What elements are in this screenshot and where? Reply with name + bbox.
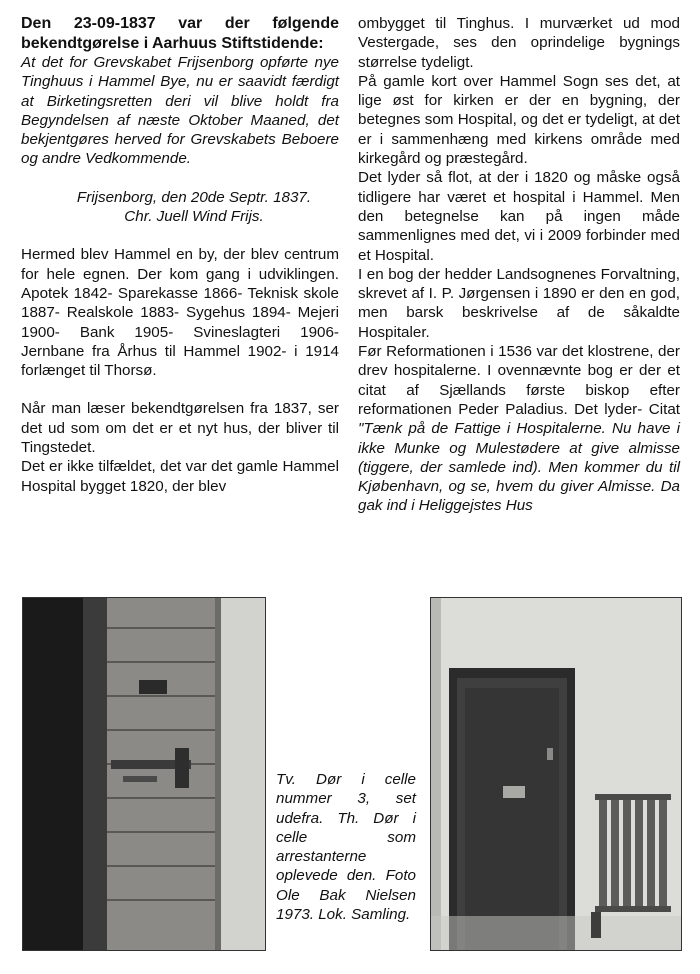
paragraph-hospital: Det er ikke tilfældet, det var det gamle Hammel Hospital bygget 1820, der blev (21, 458, 339, 495)
paragraph-rebuilt: ombygget til Tinghus. I murværket ud mod Vestergade, ses den oprindelige bygnings størrelse tydeligt. (358, 15, 680, 71)
paladius-quote: "Tænk på de Fattige i Hospitalerne. Nu have i ikke Munke og Mulestødere at give almisse (tiggere, der samlede ind). Men kommer du til Kjøbenhavn, og se, hvem du giver Almisse. Da gak ind i Heliggejstes Hus (358, 420, 680, 515)
photo-cell-door-inside (430, 597, 682, 951)
door-outside-illustration (23, 598, 265, 950)
signature-name: Chr. Juell Wind Frijs. (124, 208, 264, 226)
right-column (358, 14, 680, 516)
paragraph-reformation (358, 342, 680, 516)
announcement-quote: At det for Grevskabet Frijsenborg opførte nye Tinghuus i Hammel Bye, nu er saavidt færdigt at Birketingsretten deri vil blive holdt fra Begyndelsen af næste Oktober Maaned, det bekjentgøres herved for Grevskabets Beboere og andre Vedkommende. (21, 54, 339, 168)
paragraph-reading: Når man læser bekendtgørelsen fra 1837, ser det ud som om det er et nyt hus, der bliver til Tingstedet. (21, 400, 339, 457)
paragraph-development: Hermed blev Hammel en by, der blev centrum for hele egnen. Der kom gang i udviklingen. Apotek 1842- Sparekasse 1866- Teknisk skole 1887- Realskole 1883- Sygehus 1894- Mejeri 1900- Bank 1905- Svineslagteri 1906- Jernbane fra Århus til Hammel 1902- i 1914 forlænget til Thorsø. (21, 246, 339, 380)
signature-place: Frijsenborg, den 20de Septr. 1837. (76, 188, 312, 206)
paragraph-book: I en bog der hedder Landsognenes Forvaltning, skrevet af I. P. Jørgensen i 1890 er den en god, men barsk beskrivelse af de såkaldte Hospitaler. (358, 265, 680, 341)
left-column (21, 14, 339, 496)
paragraph-maps: På gamle kort over Hammel Sogn ses det, at lige øst for kirken er der en bygning, der betegnes som Hospital, og det er tydeligt, at det er i sammenhæng med kirkens område med kirkegård og præstegård. (358, 72, 680, 168)
article-heading: Den 23-09-1837 var der følgende bekendtgørelse i Aarhuus Stiftstidende: (21, 15, 339, 52)
paragraph-hospital-1820: Det lyder så flot, at der i 1820 og måske også tidligere har været et hospital i Hammel. Men den betegnelse kan på ingen måde sammenlignes med det, vi i 2009 forbinder med et Hospital. (358, 169, 680, 264)
photo-caption: Tv. Dør i celle nummer 3, set udefra. Th. Dør i celle som arrestanterne oplevede den. Foto Ole Bak Nielsen 1973. Lok. Samling. (276, 771, 416, 924)
reformation-text: Før Reformationen i 1536 var det klostrene, der drev hospitalerne. I ovennævnte bog er der et citat af Sjællands første biskop efter reformationen Peder Paladius. Det lyder- Citat (358, 343, 680, 418)
door-inside-illustration (431, 598, 681, 950)
photo-cell-door-outside (22, 597, 266, 951)
